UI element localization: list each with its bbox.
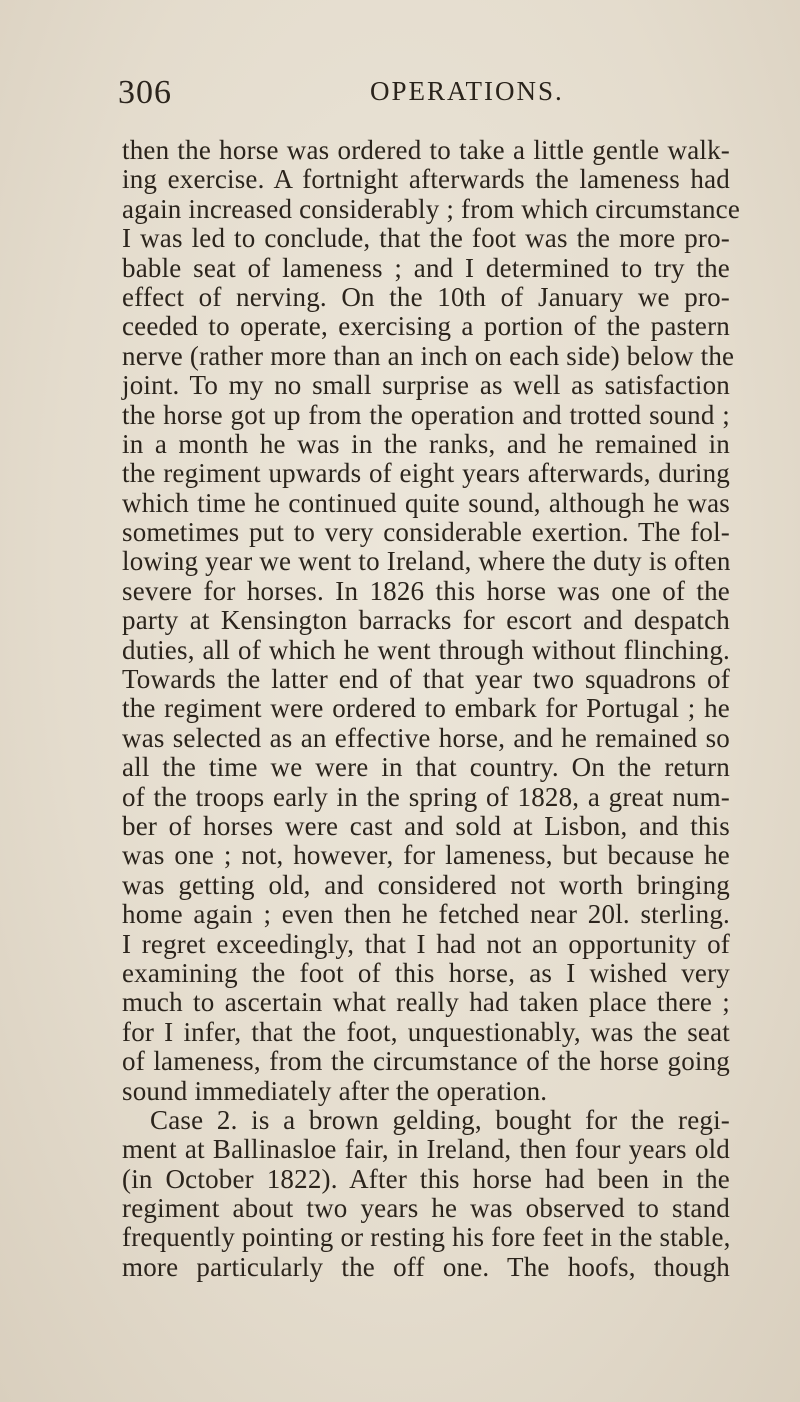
- text-line: of the troops early in the spring of 1828, a great num-: [122, 781, 730, 812]
- text-line: effect of nerving. On the 10th of January we pro-: [122, 281, 730, 312]
- text-line: of lameness, from the circumstance of the horse going: [122, 1046, 730, 1077]
- text-line: ceeded to operate, exercising a portion of the pastern: [122, 311, 730, 342]
- text-line: then the horse was ordered to take a little gentle walk-: [122, 135, 730, 165]
- page-number: 306: [118, 74, 172, 111]
- text-line: in a month he was in the ranks, and he remained in: [122, 428, 730, 459]
- text-line: severe for horses. In 1826 this horse was one of the: [122, 575, 730, 606]
- text-line: regiment about two years he was observed to stand: [122, 1193, 730, 1224]
- text-line: all the time we were in that country. On the return: [122, 752, 730, 783]
- text-line: sound immediately after the operation.: [122, 1075, 548, 1106]
- text-line: the horse got up from the operation and trotted sound ;: [122, 399, 730, 430]
- text-line: examining the foot of this horse, as I wished very: [122, 957, 730, 988]
- body-text: [122, 135, 741, 1282]
- text-line: party at Kensington barracks for escort and despatch: [122, 605, 730, 636]
- text-line: was getting old, and considered not worth bringing: [122, 869, 730, 900]
- text-line: (in October 1822). After this horse had been in the: [122, 1163, 730, 1194]
- text-line: was selected as an effective horse, and he remained so: [122, 722, 730, 753]
- text-line: I regret exceedingly, that I had not an opportunity of: [122, 928, 730, 959]
- text-line: the regiment upwards of eight years afterwards, during: [122, 458, 730, 489]
- text-line: I was led to conclude, that the foot was the more pro-: [122, 223, 730, 254]
- text-line: ing exercise. A fortnight afterwards the lameness had: [122, 164, 730, 195]
- running-head: OPERATIONS.: [370, 76, 564, 106]
- text-line: lowing year we went to Ireland, where the duty is often: [122, 546, 731, 577]
- text-line: for I infer, that the foot, unquestionably, was the seat: [122, 1016, 730, 1047]
- text-line: sometimes put to very considerable exertion. The fol-: [122, 517, 730, 548]
- text-line: ment at Ballinasloe fair, in Ireland, then four years old: [122, 1134, 730, 1165]
- text-line: bable seat of lameness ; and I determined to try the: [122, 252, 730, 283]
- text-line: home again ; even then he fetched near 20l. sterling.: [122, 899, 730, 930]
- text-line: Case 2. is a brown gelding, bought for the regi-: [150, 1104, 730, 1135]
- text-line: duties, all of which he went through without flinching.: [122, 634, 730, 665]
- text-line: joint. To my no small surprise as well as satisfaction: [122, 370, 730, 401]
- text-line: the regiment were ordered to embark for Portugal ; he: [122, 693, 730, 724]
- text-line: again increased considerably ; from which circumstance: [122, 193, 741, 224]
- text-line: Towards the latter end of that year two squadrons of: [122, 664, 730, 695]
- text-line: much to ascertain what really had taken place there ;: [122, 987, 730, 1018]
- text-line: was one ; not, however, for lameness, but because he: [122, 840, 730, 871]
- text-line: more particularly the off one. The hoofs, though: [122, 1251, 730, 1282]
- text-line: nerve (rather more than an inch on each side) below the: [122, 340, 735, 371]
- text-line: ber of horses were cast and sold at Lisbon, and this: [122, 810, 730, 841]
- page-header: [118, 74, 718, 114]
- text-line: which time he continued quite sound, although he was: [122, 487, 730, 518]
- text-line: frequently pointing or resting his fore feet in the stable,: [122, 1222, 731, 1253]
